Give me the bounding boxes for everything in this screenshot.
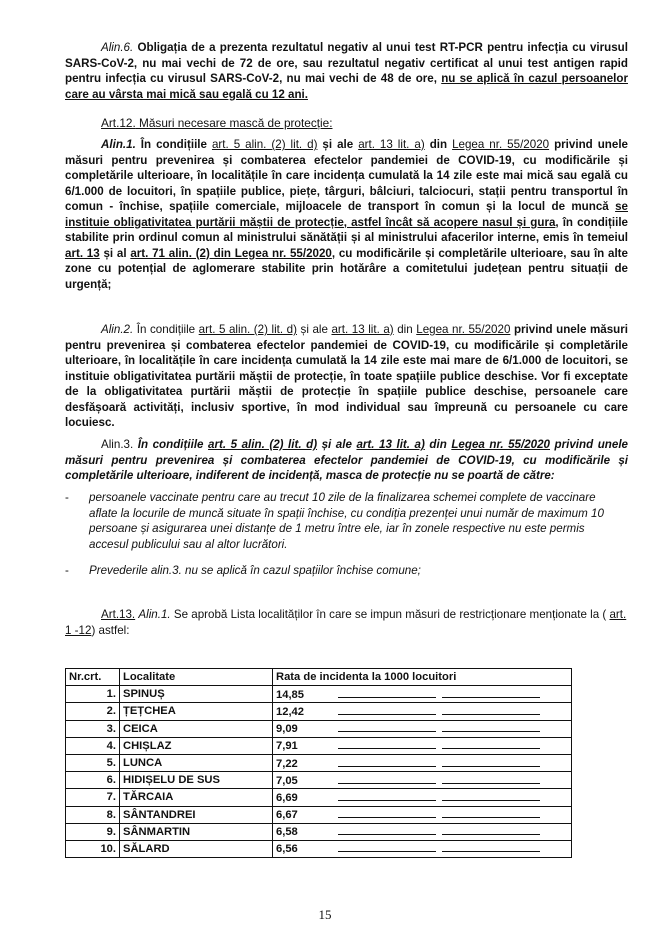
text-run: din xyxy=(424,438,452,451)
cell-nr: 6. xyxy=(66,772,120,789)
cell-rate xyxy=(273,823,572,840)
cell-rate xyxy=(273,840,572,857)
art12-title: Măsuri necesare mască de protecție: xyxy=(135,116,333,130)
art12-alin1-label: Alin.1. xyxy=(101,138,136,151)
text-run: și ale xyxy=(317,438,357,451)
rate-value: 7,22 xyxy=(276,757,298,770)
text-run: privind unele măsuri pentru prevenirea și combaterea efectelor pandemiei de COVID-19, cu modificările și completările ulterioare, indiferent de incidență, masca de protecție nu se poartă de către: xyxy=(65,438,629,482)
cell-nr: 8. xyxy=(66,806,120,823)
cell-rate xyxy=(273,772,572,789)
law-reference-link[interactable]: art. 13 lit. a) xyxy=(358,138,425,151)
law-reference-link[interactable]: art. 13 xyxy=(65,246,100,260)
cell-nr: 3. xyxy=(66,720,120,737)
cell-nr: 9. xyxy=(66,823,120,840)
alin6-paragraph xyxy=(65,40,628,102)
cell-localitate: TĂRCAIA xyxy=(120,789,273,806)
cell-localitate: LUNCA xyxy=(120,754,273,771)
blank-line xyxy=(338,688,436,698)
cell-nr: 2. xyxy=(66,703,120,720)
blank-line xyxy=(442,825,540,835)
cell-localitate: SPINUȘ xyxy=(120,686,273,703)
law-reference-link[interactable]: art. 71 alin. (2) din Legea nr. 55/2020 xyxy=(130,246,332,260)
cell-localitate: CEICA xyxy=(120,720,273,737)
text-run: privind unele măsuri pentru prevenirea și combaterea efectelor pandemiei de COVID-19, cu modificările și completările ulterioare, în localitățile în care incidența cumulată la 14 zile este mai mare de 6/1.000 de locuitori, se instituie obligativitatea purtării măștii de protecție, în toate spațiile publice deschise. Vor fi exceptate de la obligativitatea purtării măștii de protecție în spațiile publice deschise, persoanele care desfășoară activități, inclusiv sportive, în mod individual sau împreună cu persoanele cu care locuiesc. xyxy=(65,323,628,429)
blank-line xyxy=(338,791,436,801)
blank-line xyxy=(338,774,436,784)
table-header-row xyxy=(66,669,572,686)
art12-alin1-paragraph xyxy=(65,137,628,292)
table-row xyxy=(66,754,572,771)
blank-line xyxy=(442,791,540,801)
cell-rate xyxy=(273,686,572,703)
art12-heading xyxy=(101,116,332,130)
blank-line xyxy=(338,757,436,767)
bullet-dash: - xyxy=(65,491,69,504)
art12-alin2-label: Alin.2. xyxy=(101,323,134,336)
blank-line xyxy=(442,842,540,852)
table-row xyxy=(66,840,572,857)
text-run: și ale xyxy=(317,138,359,151)
text-run: și ale xyxy=(296,323,332,336)
blank-line xyxy=(442,739,540,749)
law-reference-link[interactable]: art. 5 alin. (2) lit. d) xyxy=(198,323,297,336)
page-number: 15 xyxy=(318,907,332,922)
law-reference-link[interactable]: Legea nr. 55/2020 xyxy=(416,323,511,336)
text-run: , în condițiile stabilite prin ordinul comun al ministrului sănătății și al ministrului afacerilor interne, emis în temeiul xyxy=(65,215,628,244)
cell-rate xyxy=(273,720,572,737)
law-reference-link[interactable]: art. 13 lit. a) xyxy=(356,438,425,451)
cell-rate xyxy=(273,703,572,720)
blank-line xyxy=(442,808,540,818)
cell-nr: 7. xyxy=(66,789,120,806)
law-reference-link[interactable]: art. 1 -12 xyxy=(65,608,627,637)
mask-obligation-underlined: se instituie obligativitatea purtării măștii de protecție, astfel încât să acopere nasul și gura xyxy=(65,200,628,229)
law-reference-link[interactable]: Legea nr. 55/2020 xyxy=(451,438,550,451)
text-run: și al xyxy=(99,246,131,260)
art12-alin3-label: Alin.3. xyxy=(101,438,134,451)
law-reference-link[interactable]: art. 5 alin. (2) lit. d) xyxy=(211,138,318,151)
blank-line xyxy=(442,688,540,698)
column-header-rata: Rata de incidenta la 1000 locuitori xyxy=(273,669,572,686)
cell-nr: 5. xyxy=(66,754,120,771)
blank-line xyxy=(338,842,436,852)
table-row xyxy=(66,737,572,754)
art13-label: Art.13. xyxy=(101,608,136,621)
blank-line xyxy=(338,722,436,732)
table-row xyxy=(66,720,572,737)
table-row xyxy=(66,823,572,840)
text-run: din xyxy=(393,323,417,336)
table-row xyxy=(66,806,572,823)
art13-alin-label: Alin.1. xyxy=(138,608,171,621)
bullet-dash: - xyxy=(65,564,69,577)
exception-bullet xyxy=(65,563,627,579)
text-run: În condițiile xyxy=(133,438,209,451)
art12-label: Art.12. xyxy=(101,116,136,130)
cell-rate xyxy=(273,754,572,771)
table-row xyxy=(66,789,572,806)
text-run: privind unele măsuri pentru prevenirea și combaterea efectelor pandemiei de COVID-19, cu modificările și completările ulterioare, în localitățile în care incidența cumulată la 14 zile este mai mică sau egală cu 6/1.000 de locuitori, în spațiile publice, piețe, târguri, bâlciuri, talciocuri, stații pentru transportul în comun - închise, spațiile comerciale, mijloacele de transport în comun și la locul de muncă xyxy=(65,138,628,213)
cell-rate xyxy=(273,789,572,806)
law-reference-link[interactable]: Legea nr. 55/2020 xyxy=(452,138,550,151)
cell-localitate: SĂLARD xyxy=(120,840,273,857)
cell-rate xyxy=(273,737,572,754)
alin6-underlined: nu se aplică în cazul persoanelor care au vârsta mai mică sau egală cu 12 ani. xyxy=(65,72,628,101)
cell-rate xyxy=(273,806,572,823)
rate-value: 12,42 xyxy=(276,705,304,718)
cell-nr: 4. xyxy=(66,737,120,754)
table-row xyxy=(66,772,572,789)
rate-value: 6,56 xyxy=(276,843,298,856)
text-run: Se aprobă Lista localităților în care se impun măsuri de restricționare menționate la ( xyxy=(170,608,610,621)
art12-alin3-paragraph xyxy=(65,437,628,484)
rate-value: 7,05 xyxy=(276,774,298,787)
cell-nr: 1. xyxy=(66,686,120,703)
column-header-nr: Nr.crt. xyxy=(66,669,120,686)
law-reference-link[interactable]: art. 13 lit. a) xyxy=(331,323,394,336)
rate-value: 7,91 xyxy=(276,740,298,753)
blank-line xyxy=(442,757,540,767)
exception-bullet-text: Prevederile alin.3. nu se aplică în cazul spațiilor închise comune; xyxy=(89,564,421,577)
alin6-text: Obligația de a prezenta rezultatul negativ al unui test RT-PCR pentru infecția cu virusul SARS-CoV-2, nu mai vechi de 72 de ore, sau rezultatul negativ certificat al unui test antigen rapid pentru infecția cu virusul SARS-CoV-2, nu mai vechi de 48 de ore, xyxy=(65,41,628,85)
text-run: din xyxy=(424,138,453,151)
table-row xyxy=(66,686,572,703)
cell-localitate: SÂNTANDREI xyxy=(120,806,273,823)
art13-paragraph xyxy=(65,607,628,639)
blank-line xyxy=(442,705,540,715)
exception-bullet xyxy=(65,490,627,552)
blank-line xyxy=(338,739,436,749)
text-run: În condițiile xyxy=(133,323,199,336)
text-run: În condițiile xyxy=(135,138,212,151)
blank-line xyxy=(338,825,436,835)
blank-line xyxy=(338,808,436,818)
law-reference-link[interactable]: art. 5 alin. (2) lit. d) xyxy=(208,438,318,451)
rate-value: 6,58 xyxy=(276,826,298,839)
rate-value: 9,09 xyxy=(276,723,298,736)
blank-line xyxy=(338,705,436,715)
exception-bullet-text: persoanele vaccinate pentru care au trecut 10 zile de la finalizarea schemei complete de vaccinare aflate la locurile de muncă situate în spații închise, cu condiția prezenței unui număr de maximum 10 persoane și asigurarea unei distanțe de 1 metru între ele, iar în zonele respective nu este permis accesul publicului sau al altor lucrători. xyxy=(89,491,604,551)
text-run: ) astfel: xyxy=(91,624,130,637)
blank-line xyxy=(442,722,540,732)
rate-value: 6,67 xyxy=(276,809,298,822)
alin6-label: Alin.6. xyxy=(101,41,134,54)
table-row xyxy=(66,703,572,720)
cell-localitate: CHIȘLAZ xyxy=(120,737,273,754)
cell-nr: 10. xyxy=(66,840,120,857)
rate-value: 14,85 xyxy=(276,688,304,701)
cell-localitate: SÂNMARTIN xyxy=(120,823,273,840)
blank-line xyxy=(442,774,540,784)
art12-alin2-paragraph xyxy=(65,322,628,431)
cell-localitate: ȚEȚCHEA xyxy=(120,703,273,720)
localities-table xyxy=(65,668,572,858)
rate-value: 6,69 xyxy=(276,791,298,804)
text-run: , cu modificările și completările ulterioare, sau în alte zone cu potențial de aglomerare stabilite prin hotărâre a comitetului județean pentru situații de urgență; xyxy=(65,246,628,291)
column-header-localitate: Localitate xyxy=(120,669,273,686)
cell-localitate: HIDIȘELU DE SUS xyxy=(120,772,273,789)
